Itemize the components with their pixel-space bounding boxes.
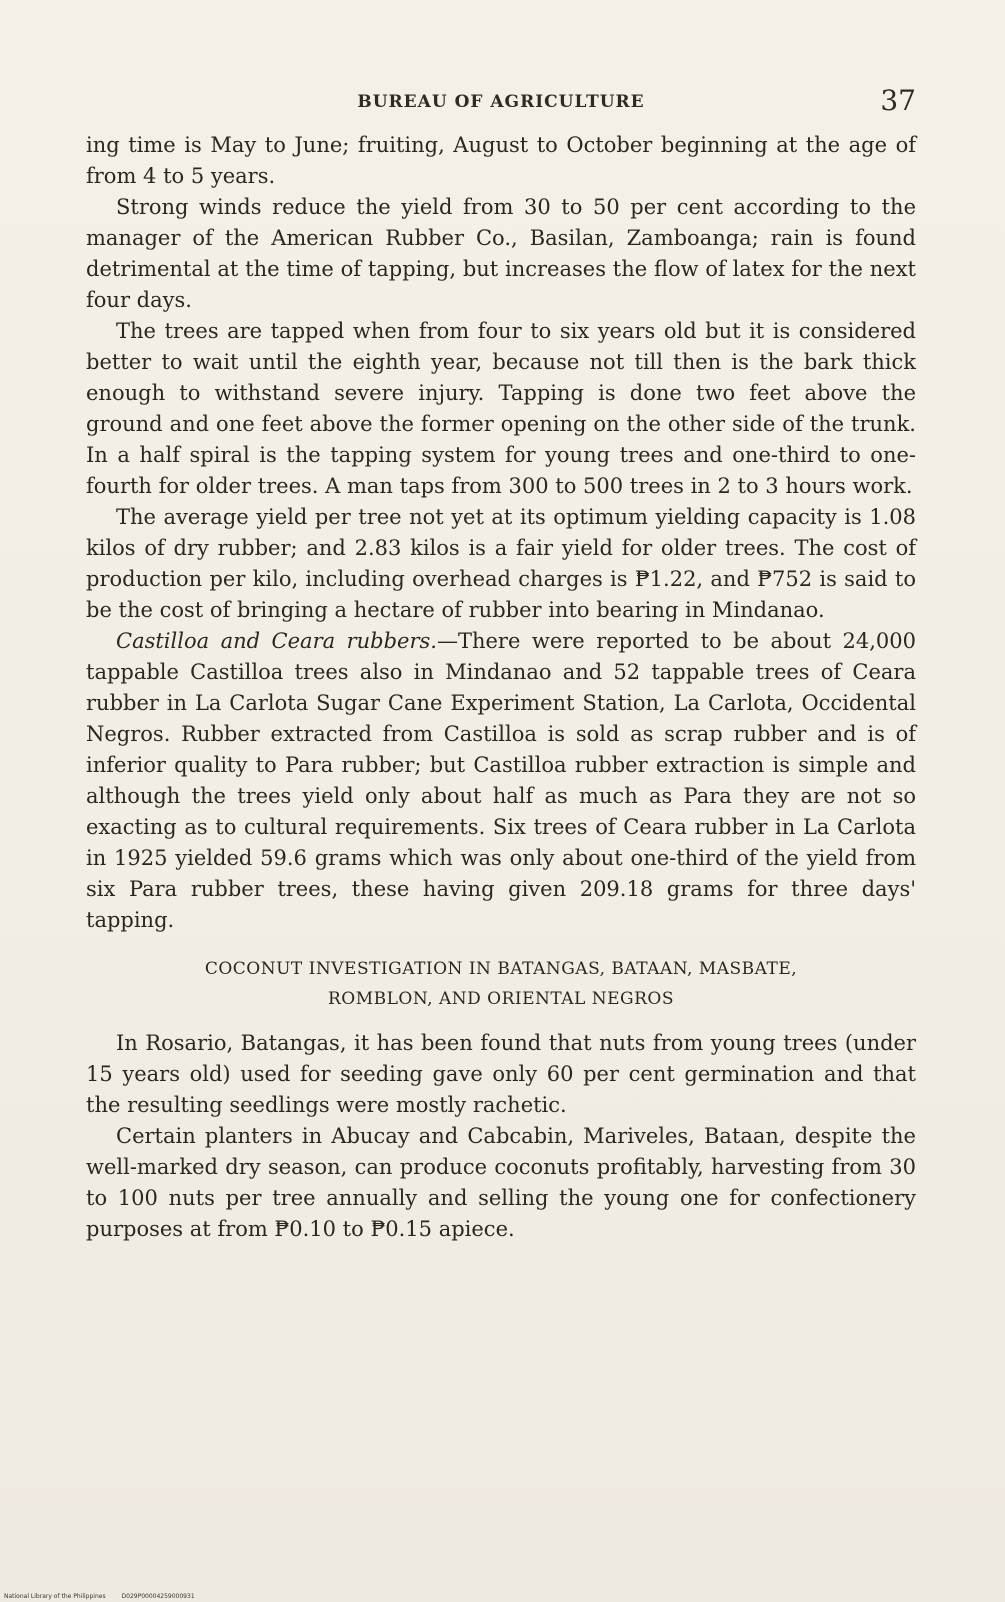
page-content bbox=[86, 84, 916, 1245]
paragraph-strong-winds: Strong winds reduce the yield from 30 to 50 per cent according to the manager of the American Rubber Co., Basilan, Zamboanga; rain is found detrimental at the time of tapping, but increases the flow of latex for the next four days. bbox=[86, 195, 916, 312]
paragraph-average-yield: The average yield per tree not yet at its optimum yielding capacity is 1.08 kilos of dry rubber; and 2.83 kilos is a fair yield for older trees. The cost of production per kilo, including overhead charges is ₱1.22, and ₱752 is said to be the cost of bringing a hectare of rubber into bearing in Mindanao. bbox=[86, 505, 916, 622]
section-heading-line2: ROMBLON, AND ORIENTAL NEGROS bbox=[327, 989, 674, 1009]
section-heading-line1: COCONUT INVESTIGATION IN BATANGAS, BATAAN, MASBATE, bbox=[204, 959, 798, 979]
footer-library: National Library of the Philippines bbox=[4, 1593, 106, 1600]
paragraph-rosario: In Rosario, Batangas, it has been found that nuts from young trees (under 15 years old) used for seeding gave only 60 per cent germination and that the resulting seedlings were mostly rachetic. bbox=[86, 1031, 916, 1117]
body-text bbox=[86, 130, 916, 1245]
paragraph-planters: Certain planters in Abucay and Cabcabin, Mariveles, Bataan, despite the well-marked dry season, can produce coconuts profitably, harvesting from 30 to 100 nuts per tree annually and selling the young one for confectionery purposes at from ₱0.10 to ₱0.15 apiece. bbox=[86, 1124, 916, 1241]
page-number: 37 bbox=[880, 84, 916, 117]
paragraph-continuation: ing time is May to June; fruiting, August to October beginning at the age of from 4 to 5 years. bbox=[86, 133, 916, 188]
section-heading bbox=[86, 954, 916, 1014]
running-title: BUREAU OF AGRICULTURE bbox=[357, 92, 645, 112]
running-head bbox=[86, 84, 916, 124]
paragraph-castilloa-ceara bbox=[86, 626, 916, 936]
paragraph-lead-italic: Castilloa and Ceara rubbers. bbox=[116, 629, 437, 653]
paragraph-tapping: The trees are tapped when from four to six years old but it is considered better to wait until the eighth year, because not till then is the bark thick enough to withstand severe injury. Tapping is done two feet above the ground and one feet above the former opening on the other side of the trunk. In a half spiral is the tapping system for young trees and one-third to one-fourth for older trees. A man taps from 300 to 500 trees in 2 to 3 hours work. bbox=[86, 319, 916, 498]
footer-note bbox=[4, 1593, 209, 1600]
footer-code: D029P00004259000931 bbox=[121, 1593, 195, 1600]
paragraph-castilloa-text: —There were reported to be about 24,000 tappable Castilloa trees also in Mindanao and 52 tappable trees of Ceara rubber in La Carlota Sugar Cane Experiment Station, La Carlota, Occidental Negros. Rubber extracted from Castilloa is sold as scrap rubber and is of inferior quality to Para rubber; but Castilloa rubber extraction is simple and although the trees yield only about half as much as Para they are not so exacting as to cultural requirements. Six trees of Ceara rubber in La Carlota in 1925 yielded 59.6 grams which was only about one-third of the yield from six Para rubber trees, these having given 209.18 grams for three days' tapping. bbox=[86, 629, 916, 932]
